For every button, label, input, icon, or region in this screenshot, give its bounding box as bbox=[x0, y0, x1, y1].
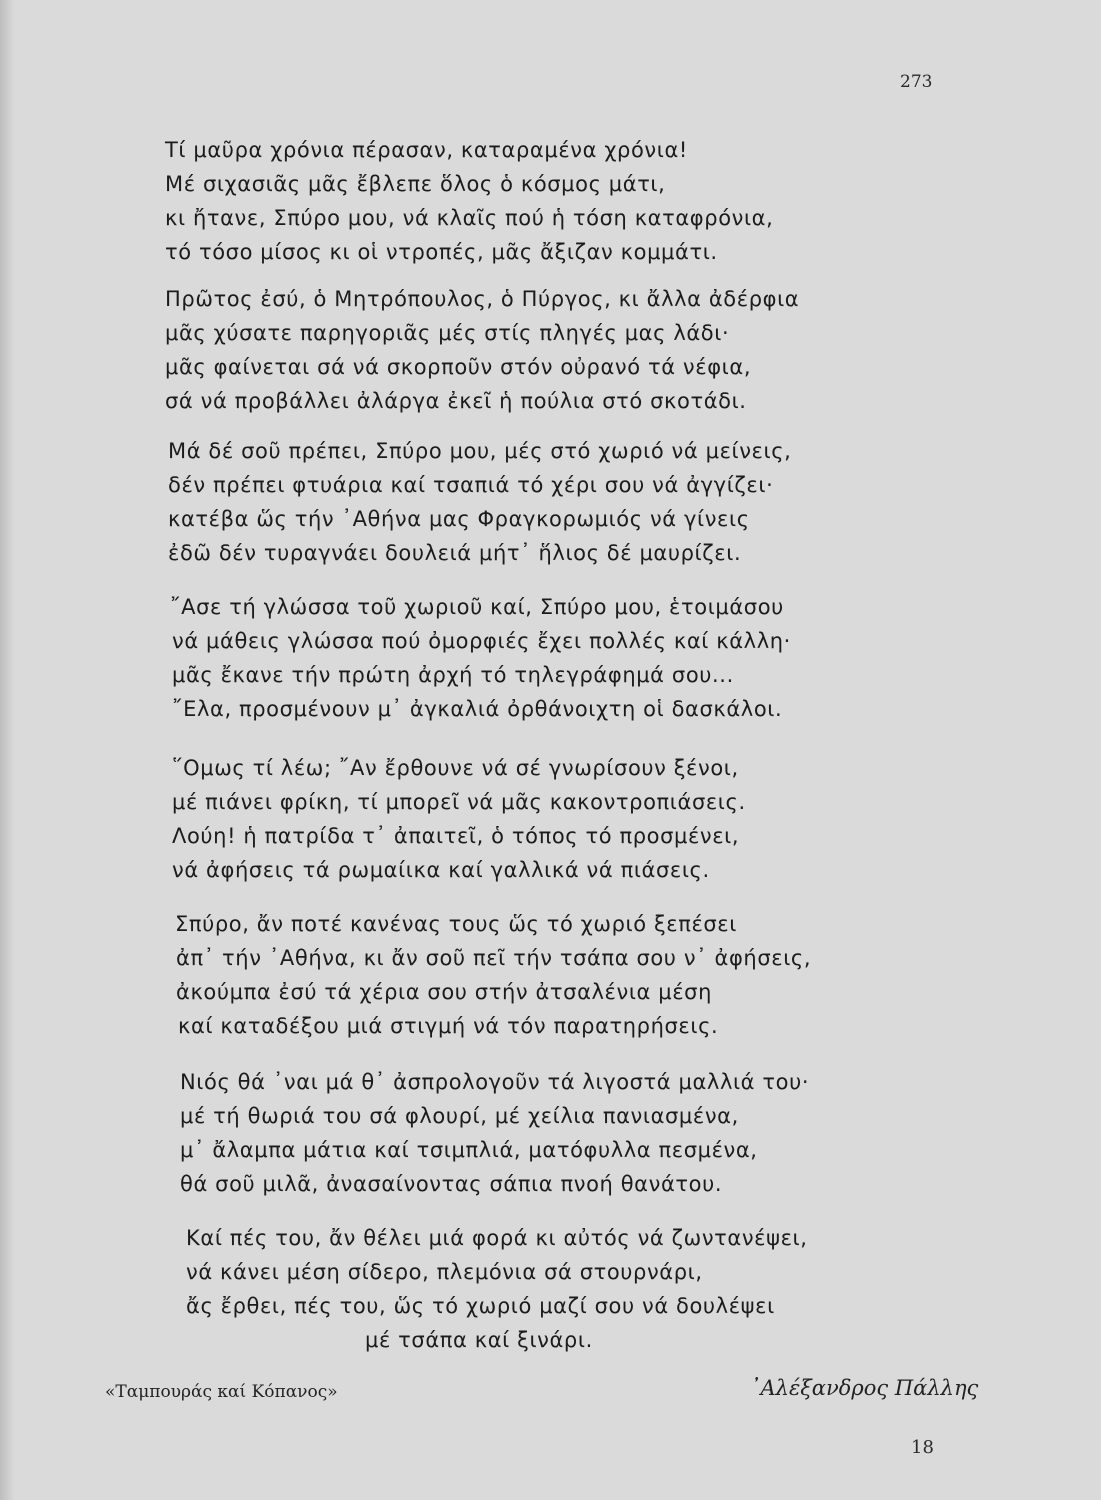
verse-line: Τί μαῦρα χρόνια πέρασαν, καταραμένα χρόνια! bbox=[165, 138, 688, 162]
verse-line: Μά δέ σοῦ πρέπει, Σπύρο μου, μές στό χωριό νά μείνεις, bbox=[168, 439, 792, 463]
verse-line: Λούη! ἡ πατρίδα τ᾿ ἀπαιτεῖ, ὁ τόπος τό προσμένει, bbox=[172, 824, 740, 848]
verse-line: ῞Ομως τί λέω; ῎Αν ἔρθουνε νά σέ γνωρίσουν ξένοι, bbox=[172, 756, 739, 780]
verse-line: ἄς ἔρθει, πές του, ὥς τό χωριό μαζί σου νά δουλέψει bbox=[186, 1294, 775, 1318]
verse-line: νά ἀφήσεις τά ρωμαίικα καί γαλλικά νά πιάσεις. bbox=[172, 858, 710, 882]
verse-line: μέ πιάνει φρίκη, τί μπορεῖ νά μᾶς κακοντροπιάσεις. bbox=[172, 790, 746, 814]
verse-line: ἐδῶ δέν τυραγνάει δουλειά μήτ᾿ ἥλιος δέ μαυρίζει. bbox=[168, 541, 742, 565]
verse-line: κατέβα ὥς τήν ᾿Αθήνα μας Φραγκορωμιός νά γίνεις bbox=[168, 507, 750, 531]
verse-line: ῎Ασε τή γλώσσα τοῦ χωριοῦ καί, Σπύρο μου, ἑτοιμάσου bbox=[170, 595, 784, 619]
verse-line: μᾶς χύσατε παρηγοριᾶς μές στίς πληγές μας λάδι· bbox=[165, 321, 730, 345]
verse-line: τό τόσο μίσος κι οἱ ντροπές, μᾶς ἄξιζαν κομμάτι. bbox=[165, 240, 718, 264]
source-title: «Ταμπουράς καί Κόπανος» bbox=[105, 1382, 338, 1402]
verse-line: κι ἤτανε, Σπύρο μου, νά κλαῖς πού ἡ τόση καταφρόνια, bbox=[165, 206, 774, 230]
verse-line: μᾶς ἔκανε τήν πρώτη ἀρχή τό τηλεγράφημά σου... bbox=[172, 663, 734, 687]
verse-line: ἀκούμπα ἐσύ τά χέρια σου στήν ἀτσαλένια μέση bbox=[176, 980, 712, 1004]
verse-line: σά νά προβάλλει ἀλάργα ἐκεῖ ἡ πούλια στό σκοτάδι. bbox=[165, 389, 747, 413]
verse-line: Καί πές του, ἄν θέλει μιά φορά κι αὐτός νά ζωντανέψει, bbox=[186, 1226, 808, 1250]
verse-line: Μέ σιχασιᾶς μᾶς ἔβλεπε ὅλος ὁ κόσμος μάτι, bbox=[165, 172, 666, 196]
verse-line: ῎Ελα, προσμένουν μ᾿ ἀγκαλιά ὀρθάνοιχτη οἱ δασκάλοι. bbox=[172, 697, 783, 721]
verse-line: νά μάθεις γλώσσα πού ὀμορφιές ἔχει πολλές καί κάλλη· bbox=[172, 629, 791, 653]
verse-line: μᾶς φαίνεται σά νά σκορποῦν στόν οὐρανό τά νέφια, bbox=[165, 355, 752, 379]
verse-line: νά κάνει μέση σίδερο, πλεμόνια σά στουρνάρι, bbox=[186, 1260, 703, 1284]
signature-mark: 18 bbox=[911, 1437, 934, 1458]
verse-line: καί καταδέξου μιά στιγμή νά τόν παρατηρήσεις. bbox=[178, 1014, 719, 1038]
verse-line: μ᾿ ἄλαμπα μάτια καί τσιμπλιά, ματόφυλλα πεσμένα, bbox=[180, 1138, 758, 1162]
verse-line: Νιός θά ᾿ναι μά θ᾿ ἀσπρολογοῦν τά λιγοστά μαλλιά του· bbox=[180, 1070, 810, 1094]
verse-line: μέ τή θωριά του σά φλουρί, μέ χείλια πανιασμένα, bbox=[180, 1104, 739, 1128]
page-edge bbox=[0, 0, 14, 1500]
author-name: ᾿Αλέξανδρος Πάλλης bbox=[750, 1376, 979, 1400]
verse-line: μέ τσάπα καί ξινάρι. bbox=[365, 1328, 593, 1352]
verse-line: δέν πρέπει φτυάρια καί τσαπιά τό χέρι σου νά ἀγγίζει· bbox=[168, 473, 774, 497]
verse-line: ἀπ᾿ τήν ᾿Αθήνα, κι ἄν σοῦ πεῖ τήν τσάπα σου ν᾿ ἀφήσεις, bbox=[176, 946, 812, 970]
verse-line: Σπύρο, ἄν ποτέ κανένας τους ὥς τό χωριό ξεπέσει bbox=[175, 912, 737, 936]
verse-line: Πρῶτος ἐσύ, ὁ Μητρόπουλος, ὁ Πύργος, κι ἄλλα ἀδέρφια bbox=[165, 287, 800, 311]
verse-line: θά σοῦ μιλᾶ, ἀνασαίνοντας σάπια πνοή θανάτου. bbox=[180, 1172, 723, 1196]
page-number: 273 bbox=[900, 72, 933, 92]
